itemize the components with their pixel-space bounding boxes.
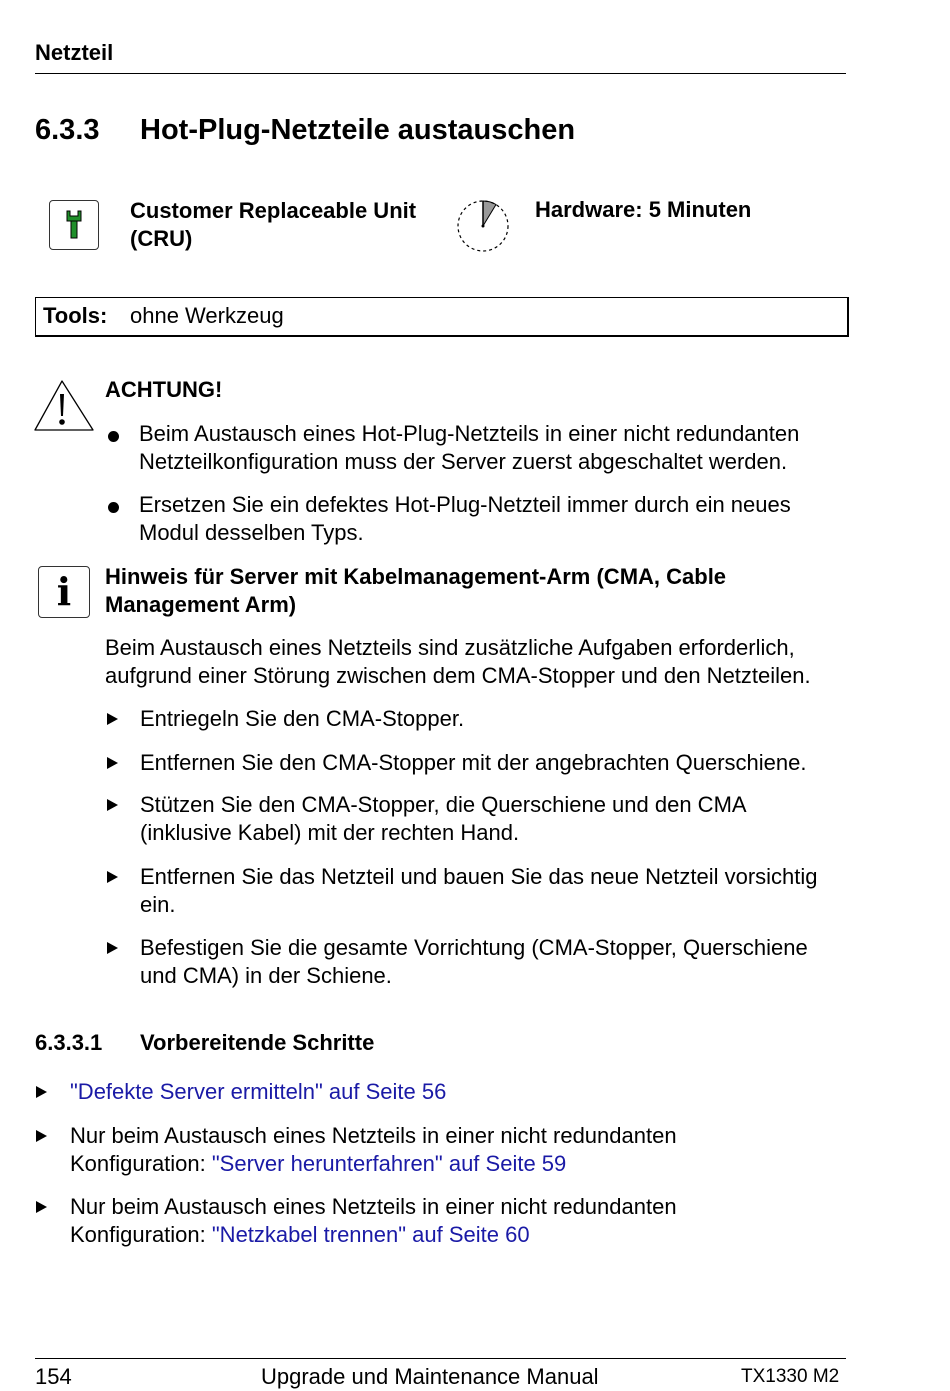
prep-step-line: Nur beim Austausch eines Netzteils in einer nicht redundanten	[70, 1123, 677, 1148]
caution-title: ACHTUNG!	[105, 377, 223, 402]
wrench-icon	[49, 200, 99, 250]
running-head: Netzteil	[35, 40, 114, 65]
footer-rule	[35, 1358, 846, 1359]
note-step	[140, 791, 747, 847]
note-step-line: ein.	[140, 892, 176, 917]
link-netzkabel-trennen[interactable]: "Netzkabel trennen" auf Seite 60	[211, 1222, 530, 1247]
model-name: TX1330 M2	[741, 1366, 840, 1387]
section-title: Hot-Plug-Netzteile austauschen	[140, 114, 576, 146]
caution-item	[139, 491, 791, 547]
note-step	[140, 749, 807, 777]
caution-item	[139, 420, 799, 476]
note-step-line: (inklusive Kabel) mit der rechten Hand.	[140, 820, 520, 845]
note-step	[140, 863, 818, 919]
note-paragraph-line: aufgrund einer Störung zwischen dem CMA-Stopper und den Netzteilen.	[105, 663, 811, 688]
caution-item-line: Netzteilkonfiguration muss der Server zuerst abgeschaltet werden.	[139, 449, 788, 474]
header-rule	[35, 73, 846, 74]
note-step-line: und CMA) in der Schiene.	[140, 963, 392, 988]
hardware-time: Hardware: 5 Minuten	[535, 197, 752, 222]
caution-item-line: Modul desselben Typs.	[139, 520, 364, 545]
note-paragraph-line: Beim Austausch eines Netzteils sind zusätzliche Aufgaben erforderlich,	[105, 635, 795, 660]
section-number: 6.3.3	[35, 114, 100, 146]
note-step-line: Stützen Sie den CMA-Stopper, die Querschiene und den CMA	[140, 792, 747, 817]
cru-line-1: Customer Replaceable Unit	[130, 198, 417, 223]
bullet-dot	[108, 431, 119, 442]
link-defekte-server[interactable]: "Defekte Server ermitteln" auf Seite 56	[70, 1079, 447, 1104]
note-paragraph	[105, 634, 811, 690]
note-step	[140, 934, 808, 990]
prep-step	[70, 1078, 446, 1106]
prep-step-prefix: Konfiguration:	[70, 1151, 212, 1176]
info-icon: i	[38, 566, 90, 618]
bullet-dot	[108, 502, 119, 513]
link-server-herunterfahren[interactable]: "Server herunterfahren" auf Seite 59	[211, 1151, 567, 1176]
manual-title: Upgrade und Maintenance Manual	[261, 1364, 599, 1389]
note-step-line: Entriegeln Sie den CMA-Stopper.	[140, 706, 465, 731]
prep-step	[70, 1122, 677, 1178]
tools-label: Tools:	[43, 303, 108, 328]
step-arrow-icon	[36, 1086, 47, 1098]
step-arrow-icon	[107, 871, 118, 883]
cru-line-2: (CRU)	[130, 226, 193, 251]
clock-icon	[455, 198, 511, 254]
step-arrow-icon	[107, 942, 118, 954]
step-arrow-icon	[107, 799, 118, 811]
subsection-title: Vorbereitende Schritte	[140, 1030, 375, 1055]
note-title	[105, 563, 726, 619]
tools-value: ohne Werkzeug	[130, 303, 284, 328]
step-arrow-icon	[36, 1201, 47, 1213]
note-step	[140, 705, 464, 733]
note-title-line: Management Arm)	[105, 592, 297, 617]
subsection-number: 6.3.3.1	[35, 1030, 103, 1055]
step-arrow-icon	[107, 757, 118, 769]
note-step-line: Entfernen Sie den CMA-Stopper mit der angebrachten Querschiene.	[140, 750, 807, 775]
page-number: 154	[35, 1364, 72, 1389]
note-step-line: Befestigen Sie die gesamte Vorrichtung (CMA-Stopper, Querschiene	[140, 935, 808, 960]
prep-step-prefix: Konfiguration:	[70, 1222, 212, 1247]
step-arrow-icon	[36, 1130, 47, 1142]
caution-item-line: Ersetzen Sie ein defektes Hot-Plug-Netzteil immer durch ein neues	[139, 492, 791, 517]
cru-label	[130, 197, 416, 253]
prep-step-line: Nur beim Austausch eines Netzteils in einer nicht redundanten	[70, 1194, 677, 1219]
caution-item-line: Beim Austausch eines Hot-Plug-Netzteils in einer nicht redundanten	[139, 421, 800, 446]
note-title-line: Hinweis für Server mit Kabelmanagement-Arm (CMA, Cable	[105, 564, 727, 589]
warning-triangle-icon	[33, 378, 97, 434]
step-arrow-icon	[107, 713, 118, 725]
prep-step	[70, 1193, 677, 1249]
note-step-line: Entfernen Sie das Netzteil und bauen Sie das neue Netzteil vorsichtig	[140, 864, 818, 889]
